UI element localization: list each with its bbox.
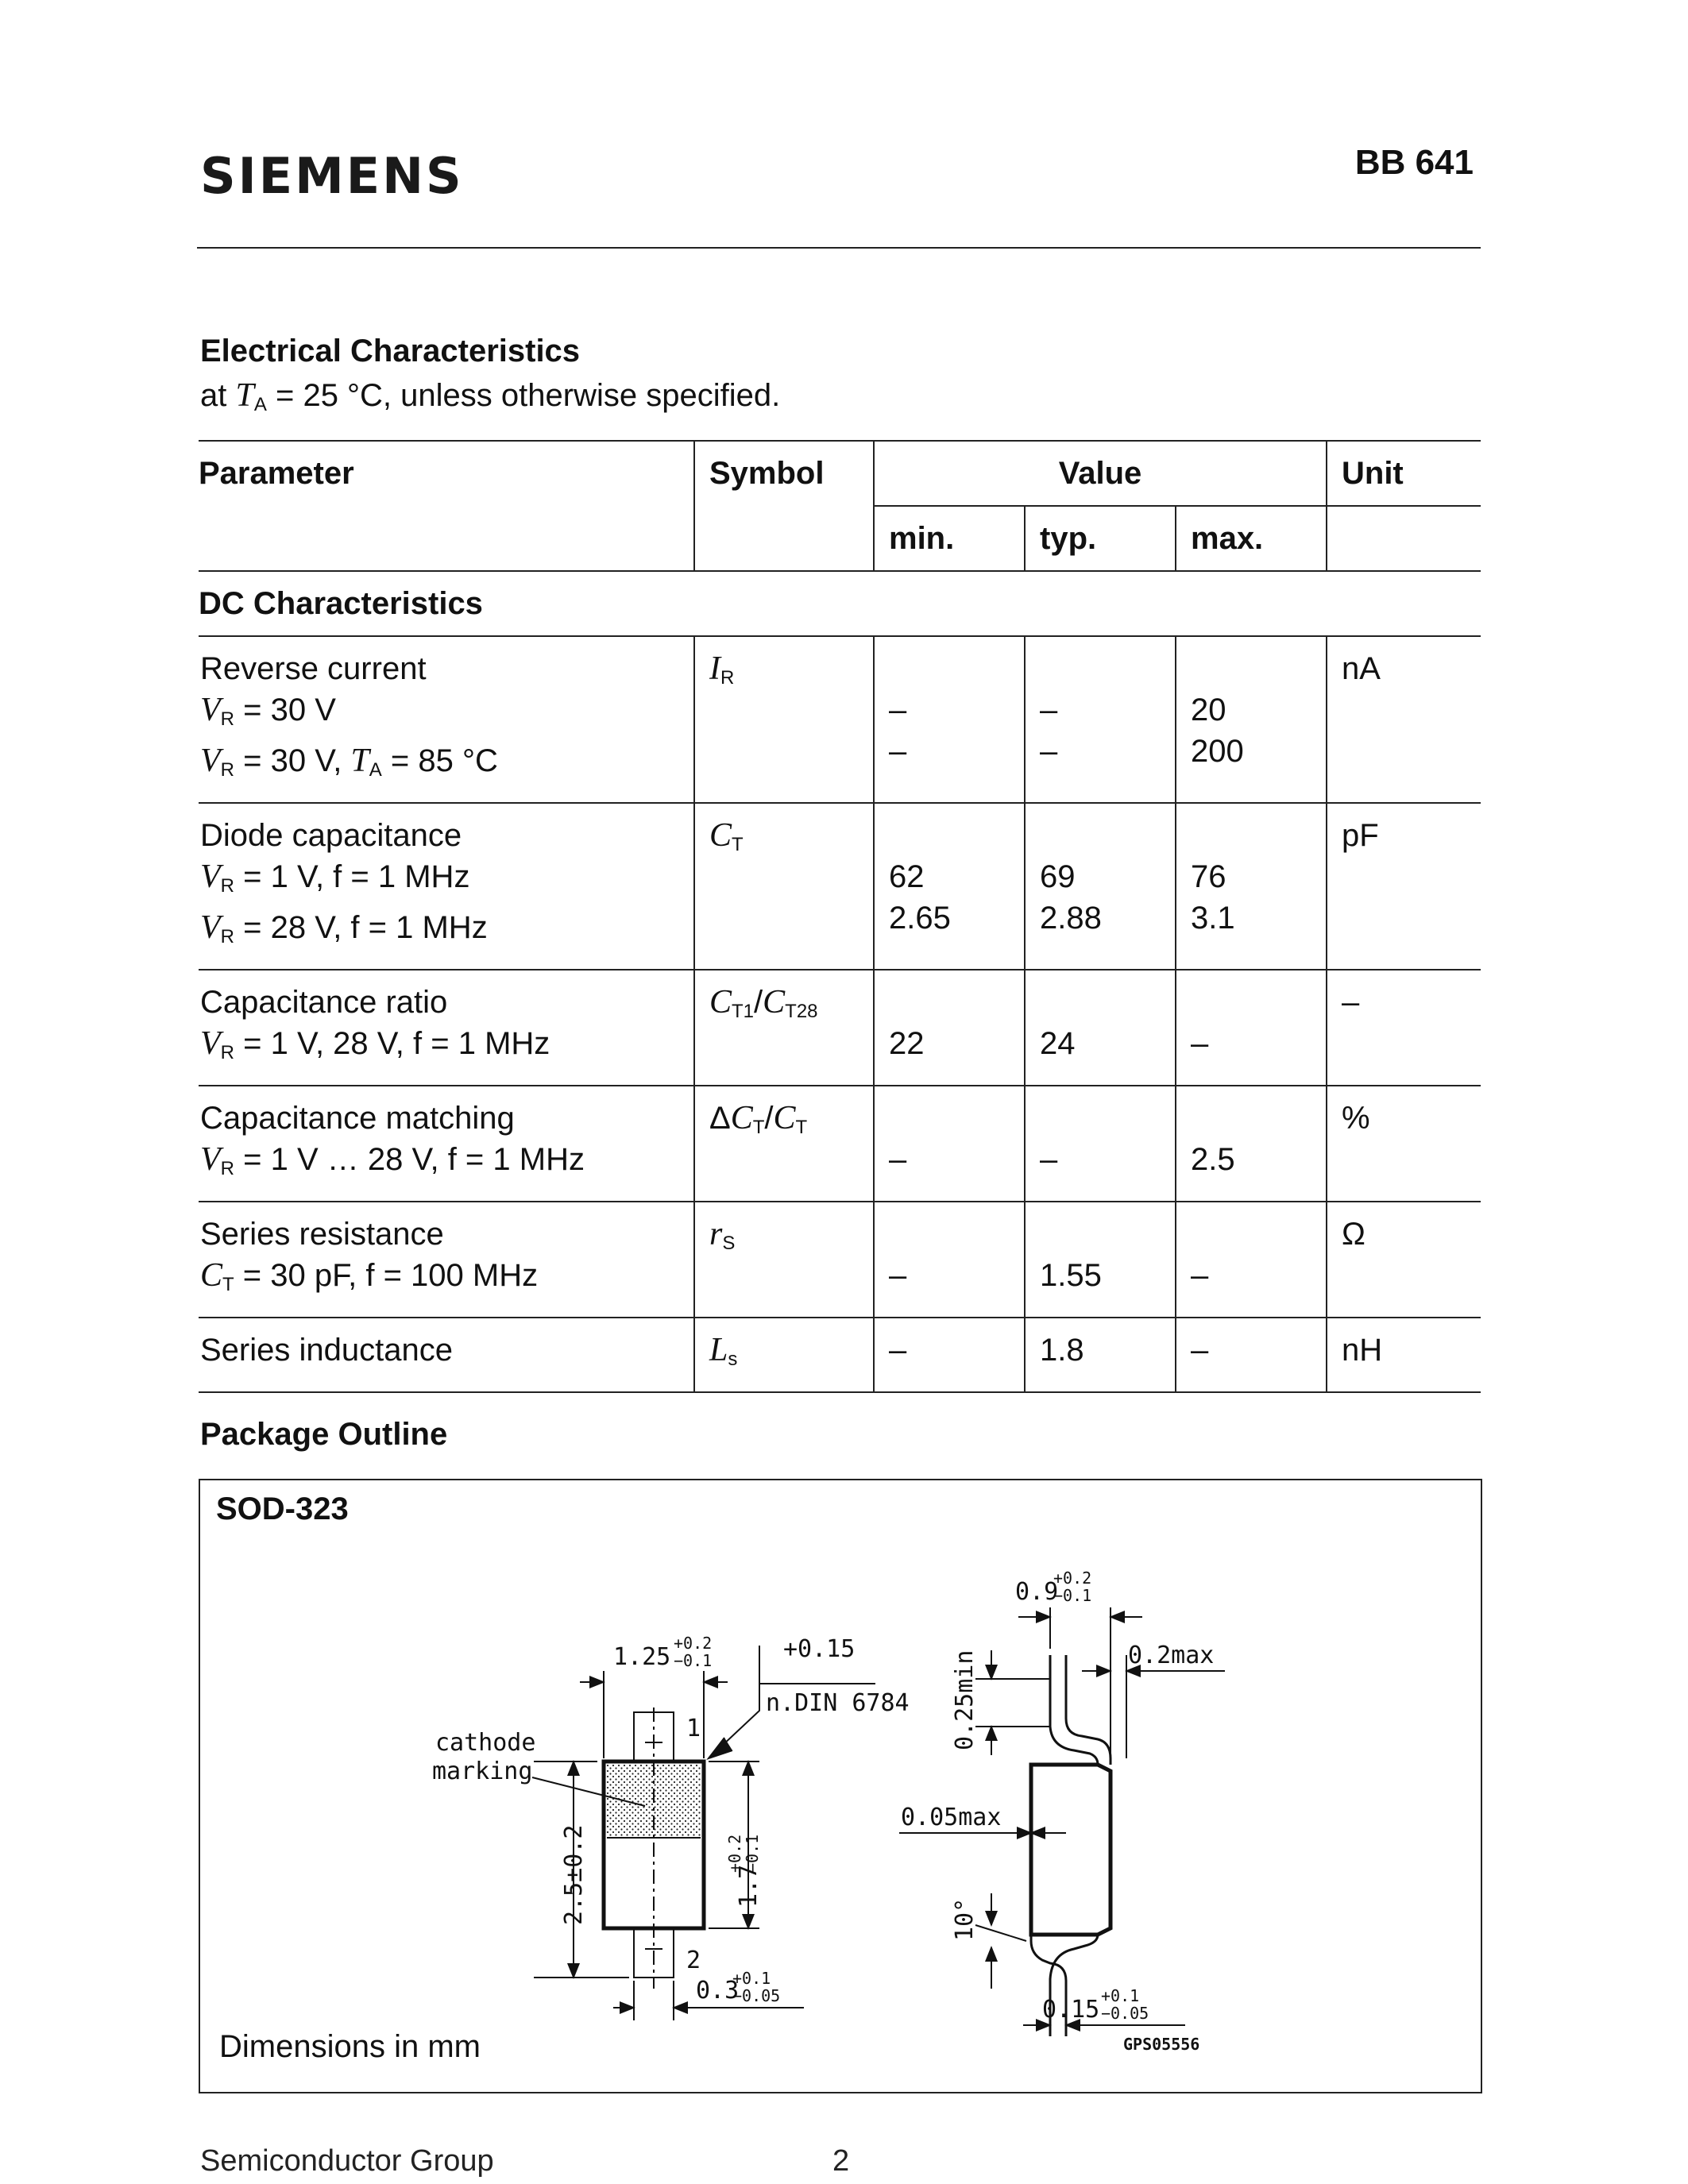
cell-unit: nA xyxy=(1342,651,1381,686)
dim-width-top: 1.25 xyxy=(613,1643,671,1671)
label-pin-2: 2 xyxy=(686,1947,701,1974)
cell-value: 20 xyxy=(1191,693,1226,727)
table-row xyxy=(199,1086,1481,1202)
table-row xyxy=(199,1318,1481,1392)
cell-value: – xyxy=(889,693,907,727)
dim-height: 0.9 xyxy=(1015,1578,1059,1606)
col-parameter: Parameter xyxy=(199,441,694,571)
table-row xyxy=(199,636,1481,803)
param-condition: $V_R = 28$ V, f = 1 MHz xyxy=(200,909,488,947)
cell-value: 69 xyxy=(1040,859,1076,894)
label-marking: marking xyxy=(432,1758,533,1785)
dim-005max: 0.05max xyxy=(901,1804,1002,1831)
cell-value: – xyxy=(1040,1142,1058,1177)
param-condition: $V_R = 1$ V, f = 1 MHz xyxy=(200,859,470,897)
cell-unit: Ω xyxy=(1342,1217,1365,1252)
table-row xyxy=(199,1202,1481,1318)
cell-unit: % xyxy=(1342,1101,1370,1136)
package-outline-box xyxy=(199,1479,1482,2093)
col-max: max. xyxy=(1176,506,1327,571)
col-value: Value xyxy=(874,441,1327,506)
param-condition: $V_R = 1$ V, 28 V, f = 1 MHz xyxy=(200,1025,550,1063)
label-cathode: cathode xyxy=(435,1729,536,1757)
symbol: $r_S$ xyxy=(709,1216,736,1254)
param-name: Diode capacitance xyxy=(200,818,462,853)
cell-value: – xyxy=(1040,734,1058,769)
dim-lead-tol-minus: −0.05 xyxy=(732,1986,781,2005)
col-min: min. xyxy=(874,506,1025,571)
cell-value: 2.88 xyxy=(1040,901,1102,936)
dim-body: 1.7 xyxy=(735,1864,763,1908)
electrical-title: Electrical Characteristics xyxy=(200,334,581,369)
symbol: $C_{T1}/C_{T28}$ xyxy=(709,984,818,1022)
cell-value: – xyxy=(889,734,907,769)
param-condition: $C_T = 30$ pF, f = 100 MHz xyxy=(200,1257,539,1295)
param-name: Reverse current xyxy=(200,651,427,686)
package-name: SOD-323 xyxy=(216,1491,349,1526)
dc-heading: DC Characteristics xyxy=(199,571,1481,636)
col-symbol: Symbol xyxy=(694,441,874,571)
dimensions-note: Dimensions in mm xyxy=(219,2029,481,2064)
cell-value: – xyxy=(1191,1258,1209,1293)
electrical-table xyxy=(199,440,1481,1393)
package-title: Package Outline xyxy=(200,1417,448,1452)
dim-tol-015: +0.15 xyxy=(783,1635,856,1663)
dim-height-tol-minus: −0.1 xyxy=(1053,1586,1092,1605)
cell-unit: pF xyxy=(1342,818,1379,853)
part-number: BB 641 xyxy=(1354,143,1474,182)
dim-width-top-tol-minus: −0.1 xyxy=(674,1651,713,1670)
cell-value: 76 xyxy=(1191,859,1226,894)
dim-thickness-tol-minus: −0.05 xyxy=(1101,2004,1149,2023)
cell-value: 2.5 xyxy=(1191,1142,1235,1177)
col-unit: Unit xyxy=(1327,441,1481,506)
dim-lead-width: 0.3 xyxy=(696,1977,740,2005)
page-number: 2 xyxy=(832,2144,850,2178)
symbol: $C_T$ xyxy=(709,817,744,855)
dim-thickness-tol-plus: +0.1 xyxy=(1101,1986,1140,2005)
dim-02max: 0.2max xyxy=(1128,1642,1215,1669)
cell-value: – xyxy=(1191,1333,1209,1368)
param-name: Capacitance ratio xyxy=(200,985,448,1020)
header-divider xyxy=(197,247,1481,249)
dim-lead-tol-plus: +0.1 xyxy=(732,1969,771,1988)
param-name: Capacitance matching xyxy=(200,1101,515,1136)
dim-width-top-tol-plus: +0.2 xyxy=(674,1634,713,1653)
cell-value: – xyxy=(1040,693,1058,727)
package-drawing xyxy=(200,1480,1481,2092)
cell-value: 22 xyxy=(889,1026,925,1061)
param-condition: $V_R = 30$ V xyxy=(200,692,336,730)
cell-unit: – xyxy=(1342,985,1360,1020)
table-row xyxy=(199,970,1481,1086)
dim-thickness: 0.15 xyxy=(1042,1996,1100,2024)
cell-value: – xyxy=(1191,1026,1209,1061)
electrical-subtitle: at $T_A = 25$ °C, unless otherwise specified. xyxy=(200,377,781,415)
cell-value: – xyxy=(889,1142,907,1177)
dim-body-tol-plus: +0.2 xyxy=(725,1834,744,1873)
cell-value: 1.8 xyxy=(1040,1333,1084,1368)
table-row xyxy=(199,803,1481,970)
param-condition: $V_R = 1$ V … 28 V, f = 1 MHz xyxy=(200,1141,585,1179)
cell-value: 200 xyxy=(1191,734,1244,769)
symbol: $L_s$ xyxy=(709,1332,738,1370)
cell-value: 24 xyxy=(1040,1026,1076,1061)
symbol: $I_R$ xyxy=(709,650,735,689)
param-condition: $V_R = 30$ V, $T_A = 85$ °C xyxy=(200,743,498,781)
cell-value: 62 xyxy=(889,859,925,894)
dim-length: 2.5±0.2 xyxy=(560,1824,588,1925)
symbol: $\Delta C_T/C_T$ xyxy=(709,1100,808,1138)
param-name: Series resistance xyxy=(200,1217,444,1252)
footer-left: Semiconductor Group xyxy=(200,2144,494,2178)
dim-body-tol-minus: −0.1 xyxy=(743,1834,762,1873)
cell-value: 2.65 xyxy=(889,901,951,936)
dim-din: n.DIN 6784 xyxy=(766,1689,910,1717)
dim-025min: 0.25min xyxy=(951,1650,979,1750)
brand-logo: SIEMENS xyxy=(200,147,464,205)
drawing-code: GPS05556 xyxy=(1123,2035,1200,2054)
col-typ: typ. xyxy=(1025,506,1176,571)
package-body-side-view xyxy=(1031,1765,1111,1935)
cell-value: 3.1 xyxy=(1191,901,1235,936)
param-name: Series inductance xyxy=(200,1333,453,1368)
cell-unit: nH xyxy=(1342,1333,1383,1368)
cell-value: 1.55 xyxy=(1040,1258,1102,1293)
cell-value: – xyxy=(889,1333,907,1368)
dim-angle: 10° xyxy=(951,1897,979,1941)
label-pin-1: 1 xyxy=(686,1715,701,1742)
dim-height-tol-plus: +0.2 xyxy=(1053,1569,1092,1588)
cell-value: – xyxy=(889,1258,907,1293)
